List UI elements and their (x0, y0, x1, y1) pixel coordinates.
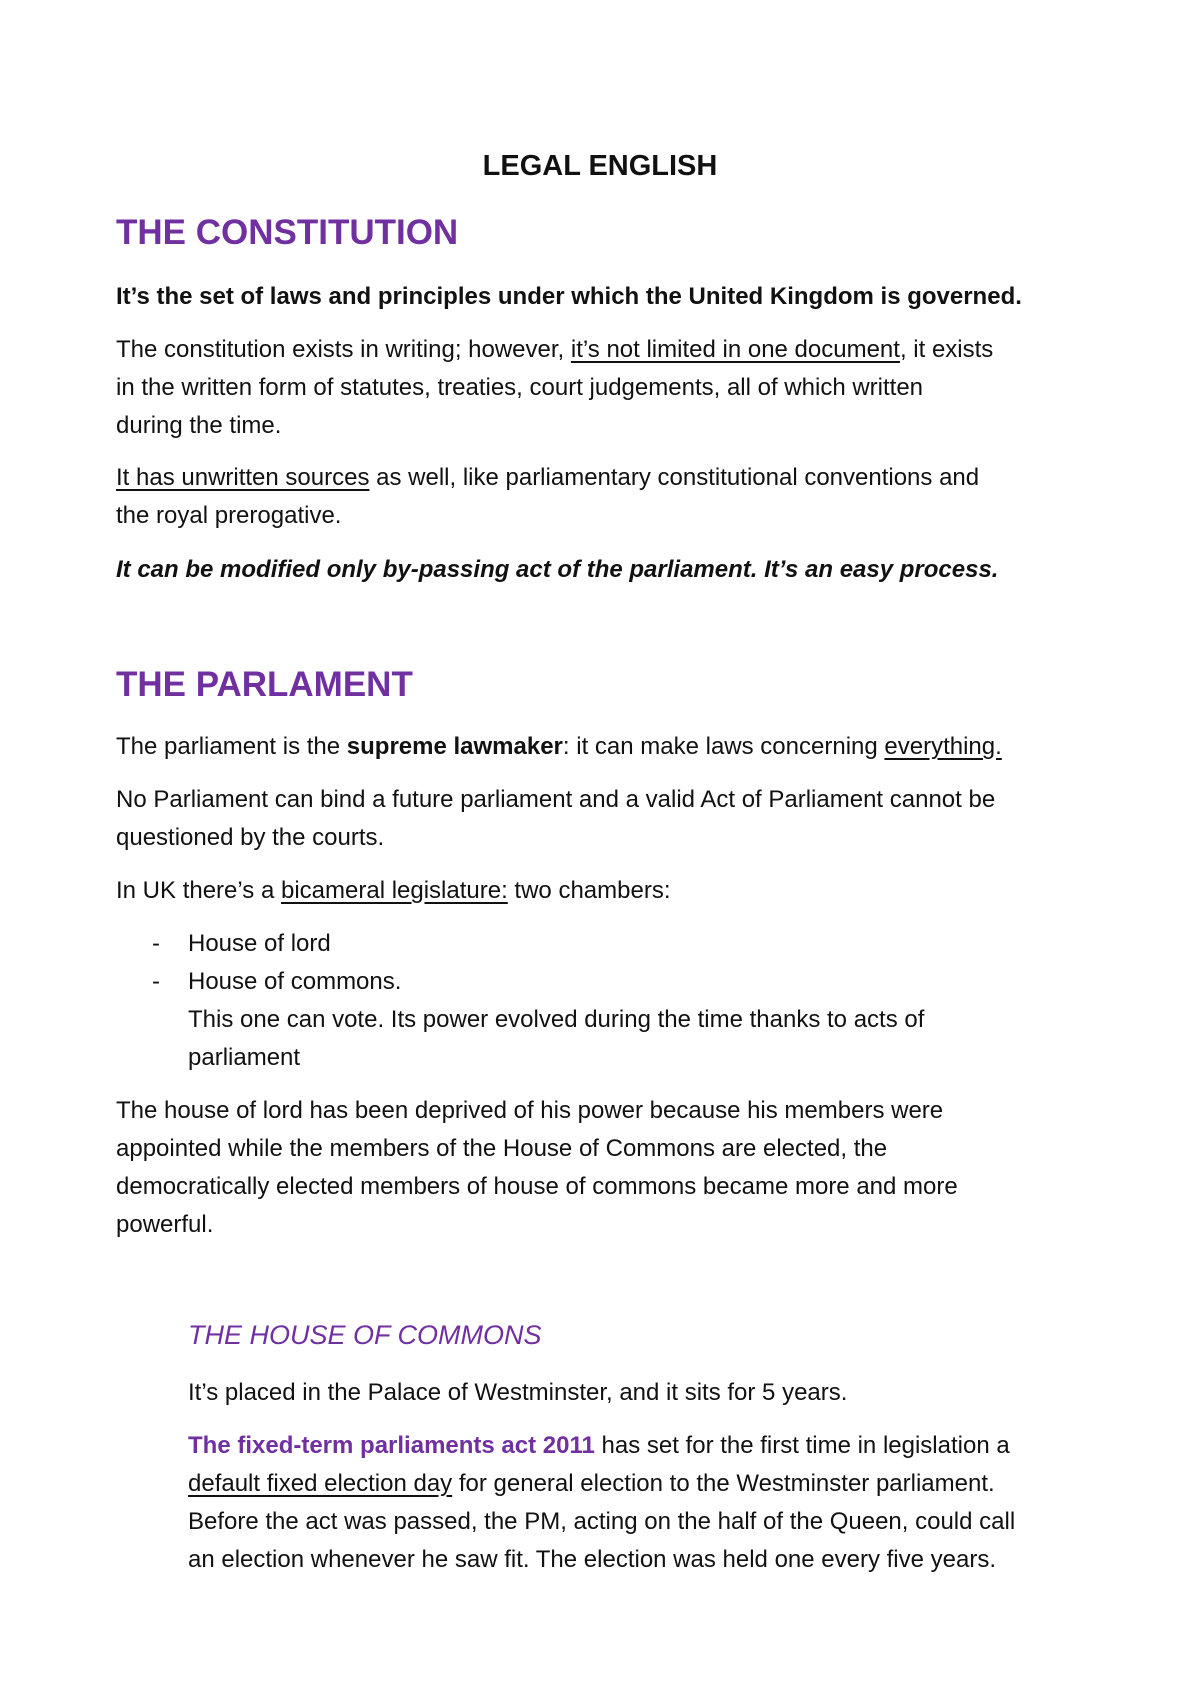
list-bullet: - (152, 968, 160, 995)
parliament-p4-line2: appointed while the members of the House of Commons are elected, the (116, 1135, 888, 1162)
constitution-definition: It’s the set of laws and principles under which the United Kingdom is governed. (116, 283, 1022, 310)
text-run: The parliament is the (116, 733, 347, 760)
parliament-p1 (116, 728, 1096, 766)
list-bullet: - (152, 930, 160, 957)
document-title: LEGAL ENGLISH (482, 150, 718, 182)
list-note-line2: parliament (188, 1044, 301, 1071)
parliament-p4-line1: The house of lord has been deprived of his power because his members were (116, 1097, 944, 1124)
parliament-p2-line2: questioned by the courts. (116, 824, 385, 851)
text-run: for general election to the Westminster parliament. (452, 1470, 995, 1497)
constitution-p1-line2: in the written form of statutes, treaties, court judgements, all of which written (116, 374, 924, 401)
parliament-p4-line4: powerful. (116, 1211, 214, 1238)
commons-p2-line1 (188, 1427, 1168, 1465)
parliament-p2-line1: No Parliament can bind a future parliament and a valid Act of Parliament cannot be (116, 786, 996, 813)
text-run: The constitution exists in writing; however, (116, 336, 571, 363)
list-note-line1: This one can vote. Its power evolved during the time thanks to acts of (188, 1006, 925, 1033)
bold-phrase: supreme lawmaker (346, 733, 563, 760)
text-run: two chambers: (507, 877, 671, 904)
commons-p2-line3: Before the act was passed, the PM, acting on the half of the Queen, could call (188, 1508, 1016, 1535)
underlined-phrase: everything. (884, 733, 1002, 760)
underlined-phrase: bicameral legislature: (280, 877, 508, 904)
underlined-phrase: default fixed election day (188, 1470, 453, 1497)
commons-p2-line2 (188, 1465, 1168, 1503)
text-run: In UK there’s a (116, 877, 281, 904)
act-name: The fixed-term parliaments act 2011 (188, 1432, 595, 1459)
heading-house-of-commons: THE HOUSE OF COMMONS (188, 1320, 542, 1350)
constitution-p2-line2: the royal prerogative. (116, 502, 342, 529)
text-run: : it can make laws concerning (562, 733, 885, 760)
commons-p2-line4: an election whenever he saw fit. The election was held one every five years. (188, 1546, 997, 1573)
constitution-p2-line1 (116, 459, 1096, 497)
heading-constitution: THE CONSTITUTION (116, 213, 459, 252)
parliament-p4-line3: democratically elected members of house of commons became more and more (116, 1173, 958, 1200)
heading-parliament: THE PARLAMENT (116, 665, 413, 704)
list-item: House of lord (188, 930, 331, 957)
text-run: , it exists (899, 336, 994, 363)
constitution-p1-line1 (116, 331, 1096, 369)
underlined-phrase: It has unwritten sources (116, 464, 370, 491)
text-run: has set for the first time in legislation a (594, 1432, 1010, 1459)
list-item: House of commons. (188, 968, 402, 995)
commons-p1: It’s placed in the Palace of Westminster, and it sits for 5 years. (188, 1379, 848, 1406)
constitution-p3: It can be modified only by-passing act of the parliament. It’s an easy process. (116, 556, 999, 583)
parliament-p3 (116, 872, 1096, 910)
constitution-p1-line3: during the time. (116, 412, 282, 439)
text-run: as well, like parliamentary constitutional conventions and (369, 464, 980, 491)
underlined-phrase: it’s not limited in one document (570, 336, 900, 363)
